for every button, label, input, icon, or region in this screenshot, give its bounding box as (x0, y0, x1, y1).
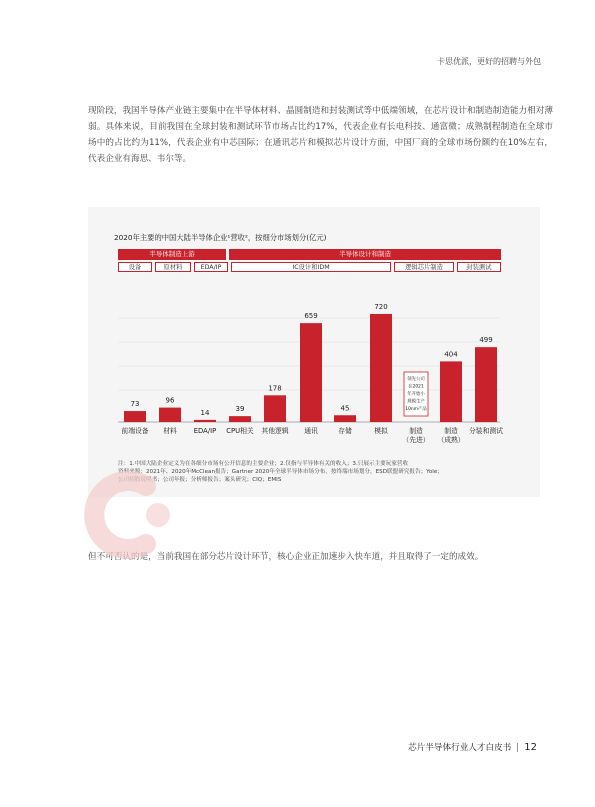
category-label-6: 通讯 (304, 427, 318, 435)
value-label-7: 45 (340, 404, 350, 413)
value-label-4: 39 (235, 405, 245, 414)
band-design-manufacturing: 半导体设计和制造 (229, 249, 501, 260)
bar-1 (124, 411, 146, 422)
category-label-3: EDA/IP (193, 427, 217, 435)
chart-notes (118, 460, 513, 484)
footer (408, 741, 537, 753)
footer-title: 芯片半导体行业人才白皮书 (408, 743, 512, 753)
value-label-6: 659 (304, 312, 318, 321)
sub-eda-ip: EDA/IP (194, 262, 228, 272)
notes-line-3: 公司招股说明书；公司年报；分析师报告；案头研究；CIQ；EMIS (118, 477, 282, 483)
category-label-11: 分装和测试 (469, 427, 503, 435)
sub-materials: 原材料 (155, 262, 191, 272)
sub-ic-design-idm: IC设计和IDM (231, 262, 391, 272)
paragraph-1: 现阶段，我国半导体产业链主要集中在半导体材料、晶圆制造和封装测试等中低端领域，在芯片设计和制造制造能力相对薄弱。具体来说，目前我国在全球封装和测试环节市场占比约17%，代表企业有长电科技、通富微；成熟制程制造在全球市场中的占比约为11%，代表企业有中芯国际；在通讯芯片和模拟芯片设计方面，中国厂商的全球市场份额约在10%左右，代表企业有海思、韦尔等。 (88, 106, 553, 164)
bar-2 (159, 408, 181, 422)
category-label-10: 制造（成熟） (437, 427, 465, 444)
value-label-5: 178 (268, 384, 282, 393)
bar-5 (264, 395, 286, 422)
header-tagline: 卡思优派，更好的招聘与外包 (437, 57, 541, 66)
sub-packaging-testing: 封装测试 (457, 262, 501, 272)
value-label-1: 73 (130, 400, 140, 409)
annotation-text: 领先公司在2021 年开始小规模生产 10nm产品 (405, 377, 427, 412)
bar-10 (440, 361, 462, 422)
paragraph-2: 但不可否认的是，当前我国在部分芯片设计环节，核心企业正加速步入快车道，并且取得了一定的成效。 (88, 552, 484, 562)
category-label-2: 材料 (163, 427, 177, 435)
band-manufacturing-upstream: 半导体制造上游 (118, 249, 226, 260)
bar-7 (334, 415, 356, 422)
footer-divider (517, 743, 518, 752)
sub-logic-manufacturing: 逻辑芯片制造 (394, 262, 454, 272)
value-label-2: 96 (165, 396, 175, 405)
value-label-8: 720 (374, 303, 388, 311)
category-label-7: 存储 (338, 427, 352, 435)
value-label-11: 499 (479, 336, 493, 345)
sub-equipment: 设备 (118, 262, 152, 272)
bar-6 (300, 323, 322, 422)
category-label-9: 制造（先进） (402, 427, 430, 444)
page-number: 12 (524, 742, 537, 753)
category-label-5: 其他逻辑 (261, 427, 289, 435)
bar-11 (475, 347, 497, 422)
bar-4 (229, 416, 251, 422)
bar-3 (194, 420, 216, 422)
category-label-4: CPU相关 (226, 427, 254, 435)
category-label-8: 模拟 (374, 427, 388, 435)
chart-title: 2020年主要的中国大陆半导体企业¹营收²，按细分市场划分(亿元) (114, 233, 327, 242)
bar-8 (370, 314, 392, 422)
notes-line-1: 注：1.中国大陆企业定义为在各细分市场有公开信息的主要企业；2.仅指与半导体有关的收入；3.只展示主要玩家营收 (118, 461, 409, 467)
value-label-3: 14 (200, 408, 210, 417)
category-label-1: 前端设备 (121, 427, 149, 435)
value-label-10: 404 (444, 350, 458, 359)
notes-line-2: 资料来源：2021年、2020年McClean报告；Gartner 2020年全球半导体市场分布，按终端市场划分，ESD联盟研究报告；Yole； (118, 469, 443, 475)
